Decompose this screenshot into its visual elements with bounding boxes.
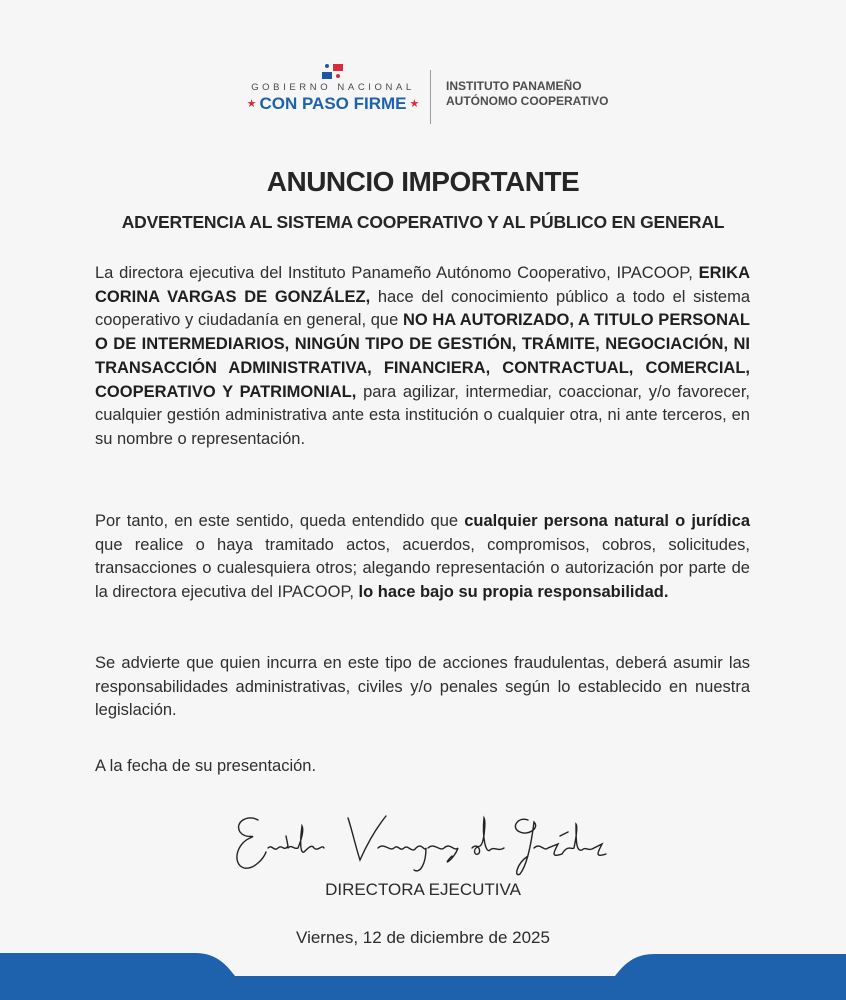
gov-slogan: CON PASO FIRME <box>259 94 407 113</box>
paragraph-1: La directora ejecutiva del Instituto Panameño Autónomo Cooperativo, IPACOOP, ERIKA CORINA VARGAS DE GONZÁLEZ, hace del conocimiento público a todo el sistema cooperativo y ciudadanía en general, que NO HA AUTORIZADO, A TITULO PERSONAL O DE INTERMEDIARIOS, NINGÚN TIPO DE GESTIÓN, TRÁMITE, NEGOCIACIÓN, NI TRANSACCIÓN ADMINISTRATIVA, FINANCIERA, CONTRACTUAL, COMERCIAL, COOPERATIVO Y PATRIMONIAL, para agilizar, intermediar, coaccionar, y/o favorecer, cualquier gestión administrativa ante esta institución o cualquier otra, ni ante terceros, en su nombre o representación. <box>95 264 750 448</box>
announcement-date: Viernes, 12 de diciembre de 2025 <box>296 928 550 947</box>
panama-flag-icon <box>322 64 344 80</box>
gov-main-text <box>243 94 423 114</box>
signatory-title: DIRECTORA EJECUTIVA <box>325 880 521 899</box>
page-title: ANUNCIO IMPORTANTE <box>266 166 580 197</box>
footer-band <box>0 945 846 1000</box>
gov-top-text: GOBIERNO NACIONAL <box>251 82 415 93</box>
header <box>0 60 846 126</box>
institute-line-2: AUTÓNOMO COOPERATIVO <box>446 94 609 108</box>
signature-icon <box>228 808 608 878</box>
government-logo <box>243 60 423 114</box>
paragraph-3: Se advierte que quien incurra en este tipo de acciones fraudulentas, deberá asumir las responsabilidades administrativas, civiles y/o penales según lo establecido en nuestra legislación. <box>95 654 750 720</box>
star-icon: ★ <box>409 98 420 110</box>
logo-divider <box>430 70 431 124</box>
institute-line-1: INSTITUTO PANAMEÑO <box>446 79 582 93</box>
page-subtitle: ADVERTENCIA AL SISTEMA COOPERATIVO Y AL PÚBLICO EN GENERAL <box>121 212 725 232</box>
paragraph-2: Por tanto, en este sentido, queda entendido que cualquier persona natural o jurídica que realice o haya tramitado actos, acuerdos, compromisos, cobros, solicitudes, transacciones o cualesquiera otros; alegando representación o autorización por parte de la directora ejecutiva del IPACOOP, lo hace bajo su propia responsabilidad. <box>95 512 750 602</box>
institute-logo <box>446 79 608 109</box>
paragraph-4: A la fecha de su presentación. <box>95 757 317 775</box>
star-icon: ★ <box>246 98 257 110</box>
